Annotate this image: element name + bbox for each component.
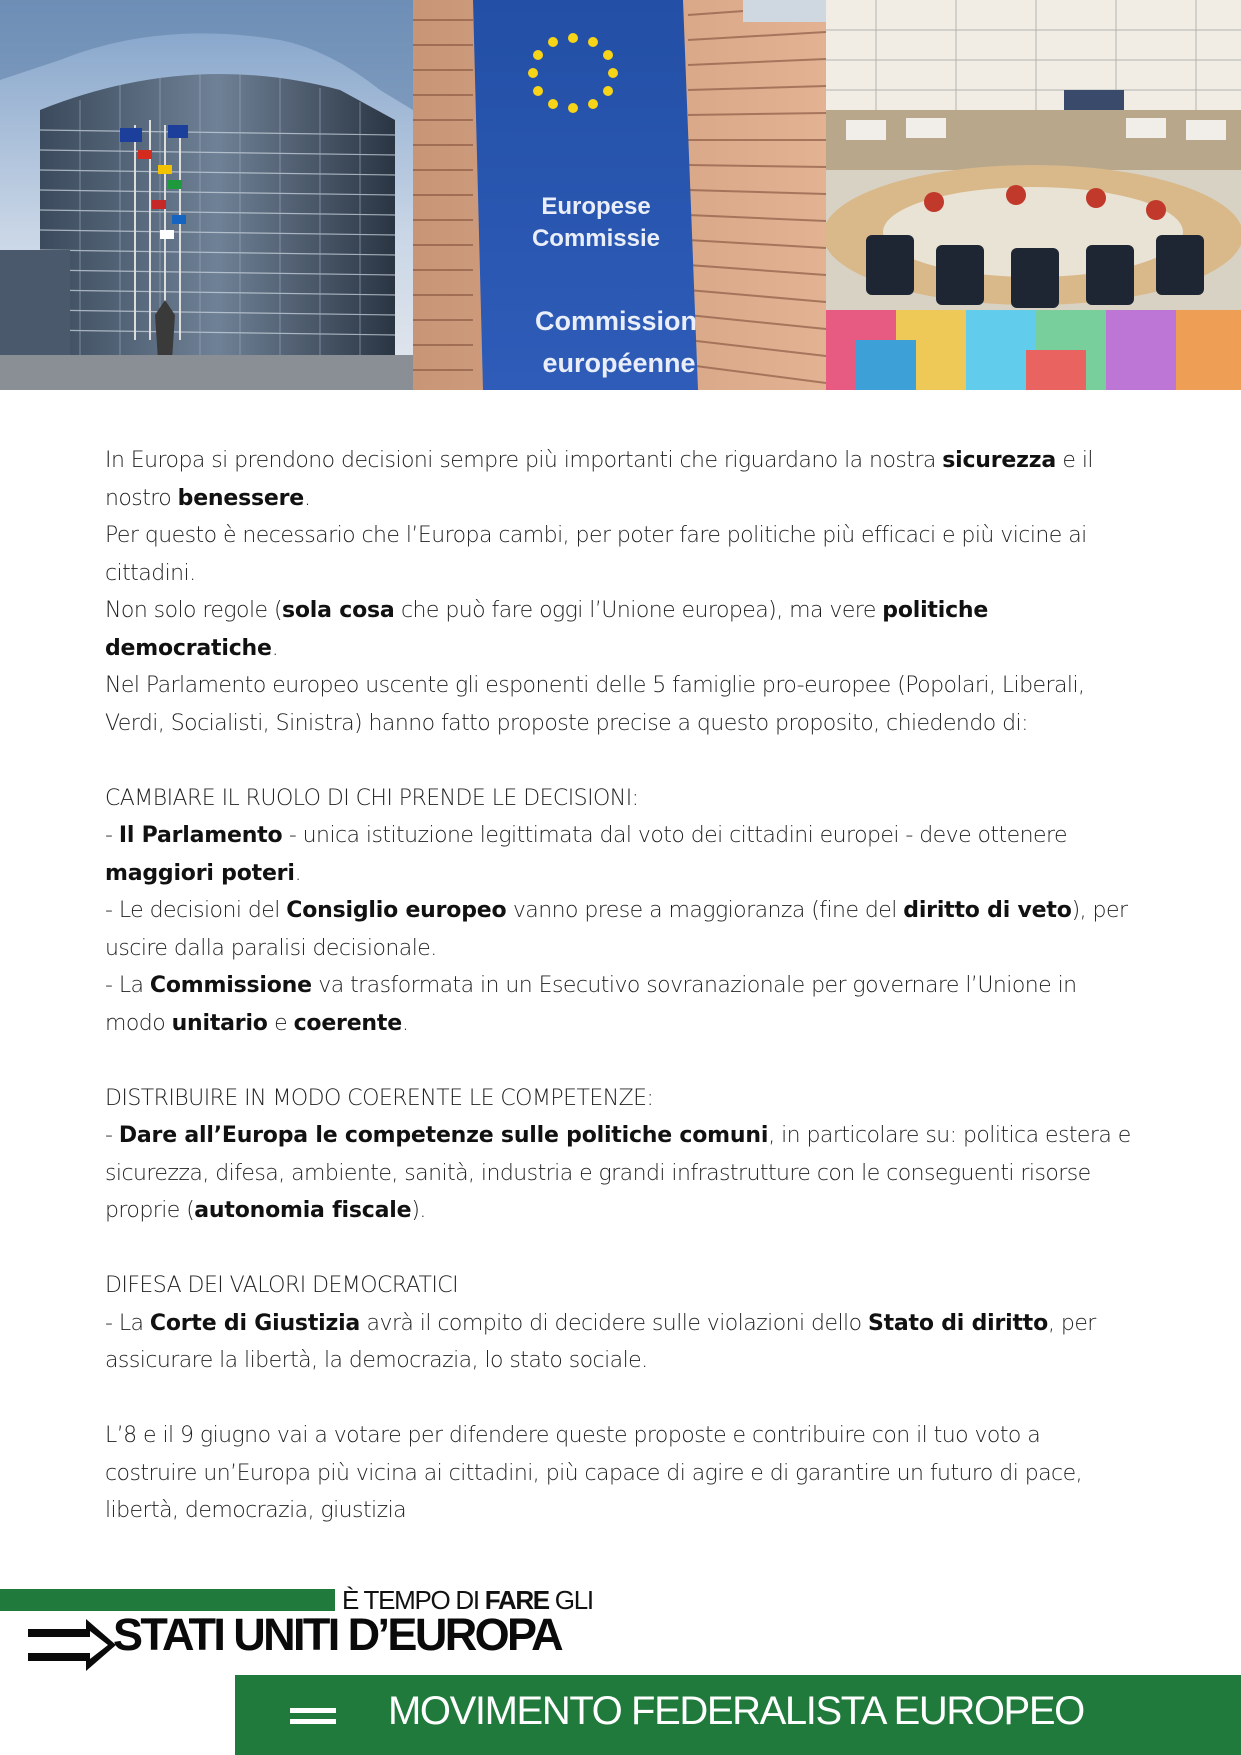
section-title-competences: DISTRIBUIRE IN MODO COERENTE LE COMPETENZE: xyxy=(105,1085,654,1111)
section-title-values: DIFESA DEI VALORI DEMOCRATICI xyxy=(105,1273,459,1298)
banner-text-line4: européenne xyxy=(542,348,696,378)
mfe-logo-icon xyxy=(250,1688,366,1744)
intro-paragraph-1: In Europa si prendono decisioni sempre più importanti che riguardano la nostra sicurezza e il nostro benessere. xyxy=(105,448,1093,511)
main-text xyxy=(105,442,1135,1530)
photo-banner xyxy=(0,0,1241,390)
green-stripe xyxy=(0,1589,335,1611)
section-title-decisions: CAMBIARE IL RUOLO DI CHI PRENDE LE DECISIONI: xyxy=(105,785,639,811)
item-competences: - Dare all’Europa le competenze sulle politiche comuni, in particolare su: politica estera e sicurezza, difesa, ambiente, sanità, industria e grandi infrastrutture con le conseguenti risorse proprie (autonomia fiscale). xyxy=(105,1123,1131,1223)
closing-paragraph: L’8 e il 9 giugno vai a votare per difendere queste proposte e contribuire con il tuo voto a costruire un’Europa più vicina ai cittadini, più capace di agire e di garantire un futuro di pace, libertà, democrazia, giustizia xyxy=(105,1423,1083,1523)
headline: STATI UNITI D’EUROPA xyxy=(113,1609,561,1660)
commission-photo xyxy=(413,0,826,390)
intro-paragraph-4: Nel Parlamento europeo uscente gli esponenti delle 5 famiglie pro-europee (Popolari, Liberali, Verdi, Socialisti, Sinistra) hanno fatto proposte precise a questo proposito, chiedendo di: xyxy=(105,673,1085,736)
item-parliament: - Il Parlamento - unica istituzione legittimata dal voto dei cittadini europei - deve ottenere maggiori poteri. xyxy=(105,823,1067,886)
footer-banner xyxy=(0,1585,1241,1755)
parliament-photo xyxy=(0,0,413,390)
banner-text-line1: Europese xyxy=(541,193,651,220)
item-council: - Le decisioni del Consiglio europeo vanno prese a maggioranza (fine del diritto di veto), per uscire dalla paralisi decisionale. xyxy=(105,898,1128,961)
item-court: - La Corte di Giustizia avrà il compito di decidere sulle violazioni dello Stato di diritto, per assicurare la libertà, la democrazia, lo stato sociale. xyxy=(105,1310,1096,1373)
intro-paragraph-3: Non solo regole (sola cosa che può fare oggi l’Unione europea), ma vere politiche democratiche. xyxy=(105,598,989,661)
item-commission: - La Commissione va trasformata in un Esecutivo sovranazionale per governare l’Unione in modo unitario e coerente. xyxy=(105,973,1077,1036)
organization-name: MOVIMENTO FEDERALISTA EUROPEO xyxy=(388,1689,1084,1733)
intro-paragraph-2: Per questo è necessario che l’Europa cambi, per poter fare politiche più efficaci e più vicine ai cittadini. xyxy=(105,523,1087,586)
council-room-photo xyxy=(826,0,1241,390)
arrow-right-icon xyxy=(28,1619,118,1671)
tagline: È TEMPO DI FARE GLI xyxy=(342,1585,593,1615)
banner-text-line3: Commission xyxy=(534,306,698,336)
banner-text-line2: Commissie xyxy=(531,225,661,252)
